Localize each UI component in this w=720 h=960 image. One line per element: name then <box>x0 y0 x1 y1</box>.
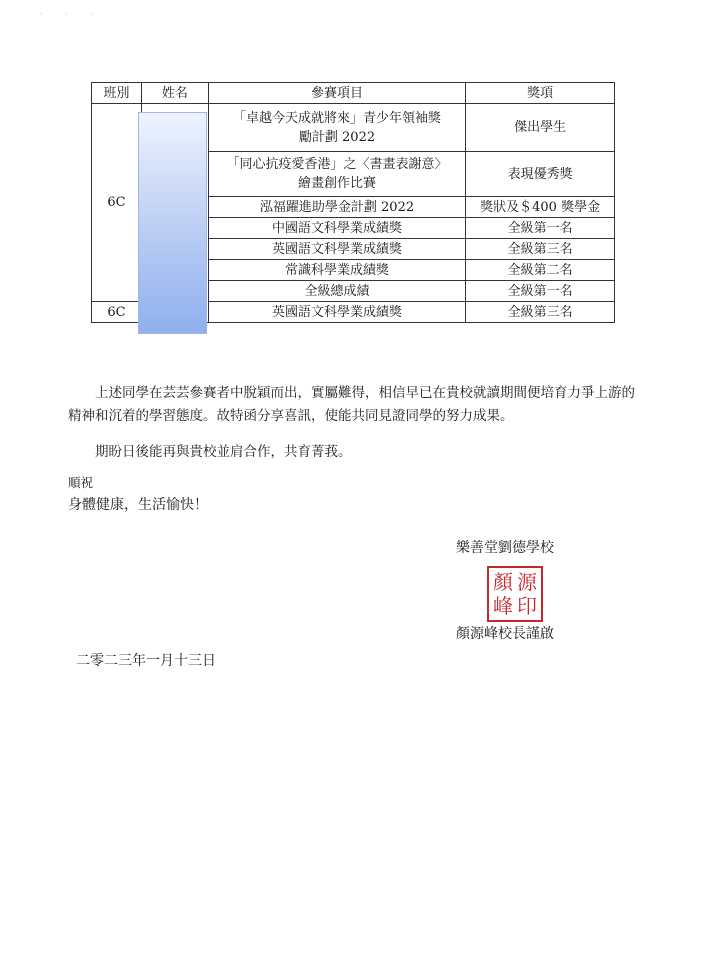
table-header-row <box>92 83 615 104</box>
class-cell: 6C <box>92 104 142 302</box>
class-cell: 6C <box>92 302 142 323</box>
body-paragraph-1-line-1: 上述同學在芸芸參賽者中脫穎而出，實屬難得，相信早已在貴校就讀期間便培育力爭上游的 <box>95 385 635 401</box>
award-cell: 全級第二名 <box>466 260 615 281</box>
item-cell: 中國語文科學業成績獎 <box>208 218 465 239</box>
item-cell: 常識科學業成績獎 <box>208 260 465 281</box>
scan-speckles: · · · <box>40 10 103 19</box>
award-cell: 全級第一名 <box>466 281 615 302</box>
item-cell: 全級總成績 <box>208 281 465 302</box>
body-paragraph-2: 期盼日後能再與貴校並肩合作，共育菁莪。 <box>95 444 352 460</box>
body-paragraph-1-line-2: 精神和沉着的學習態度。故特函分享喜訊，使能共同見證同學的努力成果。 <box>68 408 514 424</box>
header-item: 參賽項目 <box>208 83 465 104</box>
header-class: 班別 <box>92 83 142 104</box>
item-cell: 英國語文科學業成績獎 <box>208 302 465 323</box>
award-cell: 全級第三名 <box>466 239 615 260</box>
seal-char: 印 <box>517 594 537 618</box>
principal-signature: 顏源峰校長謹啟 <box>456 626 554 642</box>
item-cell: 泓福躍進助學金計劃 2022 <box>208 197 465 218</box>
award-cell: 獎狀及＄400 獎學金 <box>466 197 615 218</box>
closing-wish: 身體健康，生活愉快！ <box>68 497 208 513</box>
item-cell: 「同心抗疫愛香港」之〈書畫表謝意〉繪畫創作比賽 <box>208 152 465 197</box>
name-redaction-block <box>138 112 207 334</box>
award-cell: 傑出學生 <box>466 104 615 152</box>
award-cell: 全級第一名 <box>466 218 615 239</box>
award-cell: 表現優秀獎 <box>466 152 615 197</box>
item-cell: 英國語文科學業成績獎 <box>208 239 465 260</box>
seal-char: 源 <box>517 570 537 594</box>
header-award: 獎項 <box>466 83 615 104</box>
header-name: 姓名 <box>141 83 208 104</box>
seal-char: 顏 <box>493 570 513 594</box>
principal-seal <box>487 566 543 622</box>
school-name: 樂善堂劉德學校 <box>456 540 554 556</box>
seal-char: 峰 <box>493 594 513 618</box>
letter-date: 二零二三年一月十三日 <box>76 653 216 669</box>
item-cell: 「卓越今天成就將來」青少年領袖獎勵計劃 2022 <box>208 104 465 152</box>
closing-greeting: 順祝 <box>68 475 94 490</box>
award-cell: 全級第三名 <box>466 302 615 323</box>
